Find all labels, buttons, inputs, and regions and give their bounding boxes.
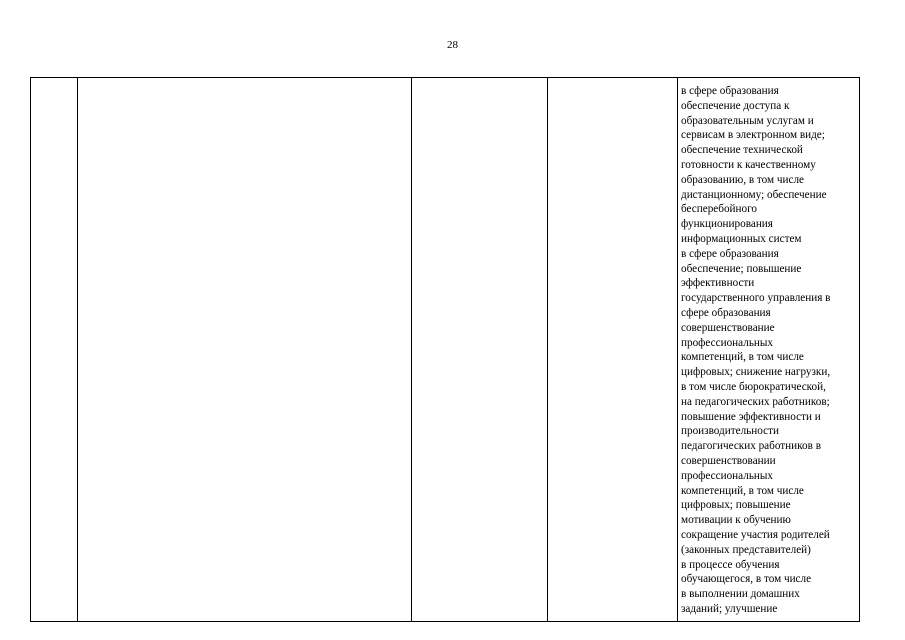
cell-text-line: эффективности [681, 277, 755, 290]
last-column-cell [681, 84, 859, 617]
cell-text-line: государственного управления в [681, 292, 831, 305]
cell-text-line: педагогических работников в [681, 440, 821, 453]
cell-text-line: цифровых; повышение [681, 499, 791, 512]
column-divider [547, 78, 548, 621]
cell-text-line: в процессе обучения [681, 558, 780, 571]
table-frame [30, 77, 860, 622]
cell-text-line: компетенций, в том числе [681, 351, 804, 364]
column-divider [411, 78, 412, 621]
cell-text-line: совершенствование [681, 321, 775, 334]
cell-text-line: в сфере образования [681, 85, 779, 97]
cell-text-line: в выполнении домашних [681, 588, 800, 601]
cell-text-line: образовательным услугам и [681, 114, 814, 127]
cell-text-line: бесперебойного [681, 203, 758, 216]
cell-text-line: профессиональных [681, 469, 774, 482]
column-divider [677, 78, 678, 621]
cell-text-line: сфере образования [681, 306, 771, 319]
cell-text-line: в сфере образования [681, 247, 779, 260]
cell-text-line: заданий; улучшение [681, 602, 778, 615]
cell-text-line: (законных представителей) [681, 543, 811, 556]
cell-text-line: сервисам в электронном виде; [681, 129, 825, 142]
cell-text-line: на педагогических работников; [681, 395, 830, 408]
column-divider [77, 78, 78, 621]
cell-text-line: компетенций, в том числе [681, 484, 804, 497]
cell-text-line: профессиональных [681, 336, 774, 349]
cell-text-line: готовности к качественному [681, 158, 816, 171]
cell-text-line: мотивации к обучению [681, 514, 791, 527]
cell-text-line: обеспечение; повышение [681, 262, 802, 275]
cell-text-line: обеспечение технической [681, 144, 803, 157]
cell-text-line: информационных систем [681, 232, 802, 245]
cell-text-line: повышение эффективности и [681, 410, 821, 423]
cell-text-line: цифровых; снижение нагрузки, [681, 366, 831, 379]
page-number: 28 [447, 39, 458, 51]
cell-text-line: совершенствовании [681, 454, 776, 467]
cell-text-line: образованию, в том числе [681, 173, 805, 186]
cell-text-line: производительности [681, 425, 779, 438]
cell-text-line: обеспечение доступа к [681, 99, 790, 112]
cell-text-line: дистанционному; обеспечение [681, 188, 827, 201]
cell-text-line: в том числе бюрократической, [681, 380, 826, 393]
cell-text-line: обучающегося, в том числе [681, 573, 812, 586]
cell-text-line: функционирования [681, 218, 773, 231]
cell-text-line: сокращение участия родителей [681, 528, 830, 541]
